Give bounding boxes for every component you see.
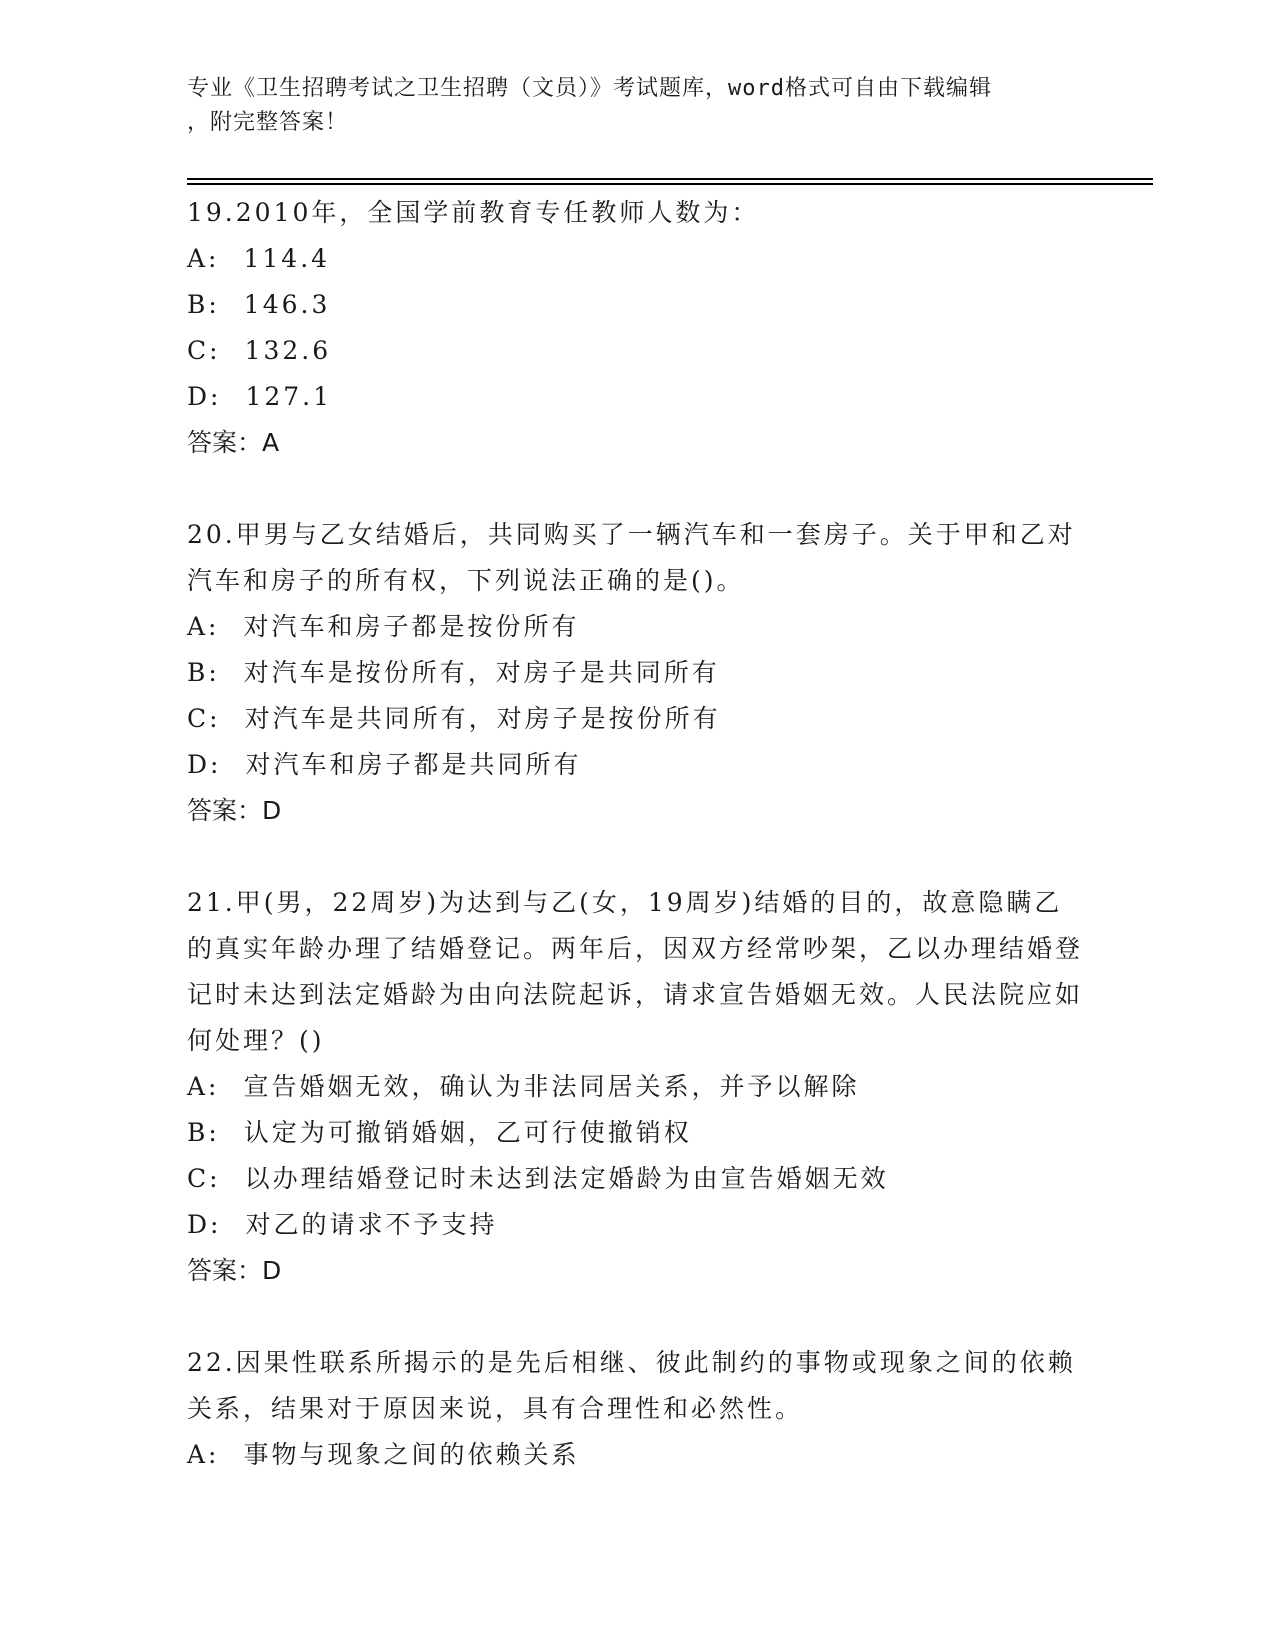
document-header [187,72,1067,140]
option-text: 114.4 [243,244,331,273]
option-letter: C: [187,704,221,733]
option-c [187,696,1087,742]
option-c [187,1156,1087,1202]
option-b [187,1110,1087,1156]
header-rule-top [187,178,1153,180]
question-19 [187,190,1087,466]
option-text: 事物与现象之间的依赖关系 [243,1440,580,1469]
option-a [187,1064,1087,1110]
option-text: 132.6 [244,336,332,365]
option-letter: A: [187,612,220,641]
header-rule-bottom [187,183,1153,185]
option-d [187,1202,1087,1248]
option-letter: A: [187,1440,220,1469]
option-letter: D: [187,382,222,411]
option-text: 146.3 [243,290,331,319]
option-letter: A: [187,1072,220,1101]
option-text: 认定为可撤销婚姻，乙可行使撤销权 [243,1118,692,1147]
question-22 [187,1340,1087,1478]
question-text: 21.甲(男，22周岁)为达到与乙(女，19周岁)结婚的目的，故意隐瞒乙的真实年龄办理了结婚登记。两年后，因双方经常吵架，乙以办理结婚登记时未达到法定婚龄为由向法院起诉，请求宣告婚姻无效。人民法院应如何处理？() [187,888,1084,1055]
option-text: 对汽车是共同所有，对房子是按份所有 [244,704,721,733]
option-d [187,742,1087,788]
answer-line: 答案：D [187,1256,282,1285]
option-b [187,650,1087,696]
header-line-1: 专业《卫生招聘考试之卫生招聘（文员）》考试题库，word格式可自由下载编辑 [187,76,992,101]
option-b [187,282,1087,328]
question-20 [187,512,1087,834]
option-letter: D: [187,1210,222,1239]
option-letter: A: [187,244,220,273]
option-letter: C: [187,336,221,365]
answer-line: 答案：A [187,428,280,457]
question-text: 20.甲男与乙女结婚后，共同购买了一辆汽车和一套房子。关于甲和乙对汽车和房子的所有权，下列说法正确的是()。 [187,520,1076,595]
option-letter: B: [187,658,220,687]
option-text: 对汽车和房子都是共同所有 [245,750,582,779]
question-text: 19.2010年，全国学前教育专任教师人数为： [187,198,760,227]
question-list [187,190,1087,1524]
option-text: 对汽车和房子都是按份所有 [243,612,580,641]
option-letter: B: [187,290,220,319]
question-21 [187,880,1087,1294]
option-letter: D: [187,750,222,779]
option-d [187,374,1087,420]
question-text: 22.因果性联系所揭示的是先后相继、彼此制约的事物或现象之间的依赖关系，结果对于原因来说，具有合理性和必然性。 [187,1348,1076,1423]
option-a [187,604,1087,650]
option-text: 127.1 [245,382,333,411]
option-text: 对汽车是按份所有，对房子是共同所有 [243,658,720,687]
option-c [187,328,1087,374]
option-a [187,236,1087,282]
option-letter: C: [187,1164,221,1193]
option-text: 对乙的请求不予支持 [245,1210,498,1239]
option-text: 以办理结婚登记时未达到法定婚龄为由宣告婚姻无效 [244,1164,889,1193]
answer-line: 答案：D [187,796,282,825]
option-letter: B: [187,1118,220,1147]
option-text: 宣告婚姻无效，确认为非法同居关系，并予以解除 [243,1072,860,1101]
header-line-2: ，附完整答案！ [187,110,349,135]
option-a [187,1432,1087,1478]
